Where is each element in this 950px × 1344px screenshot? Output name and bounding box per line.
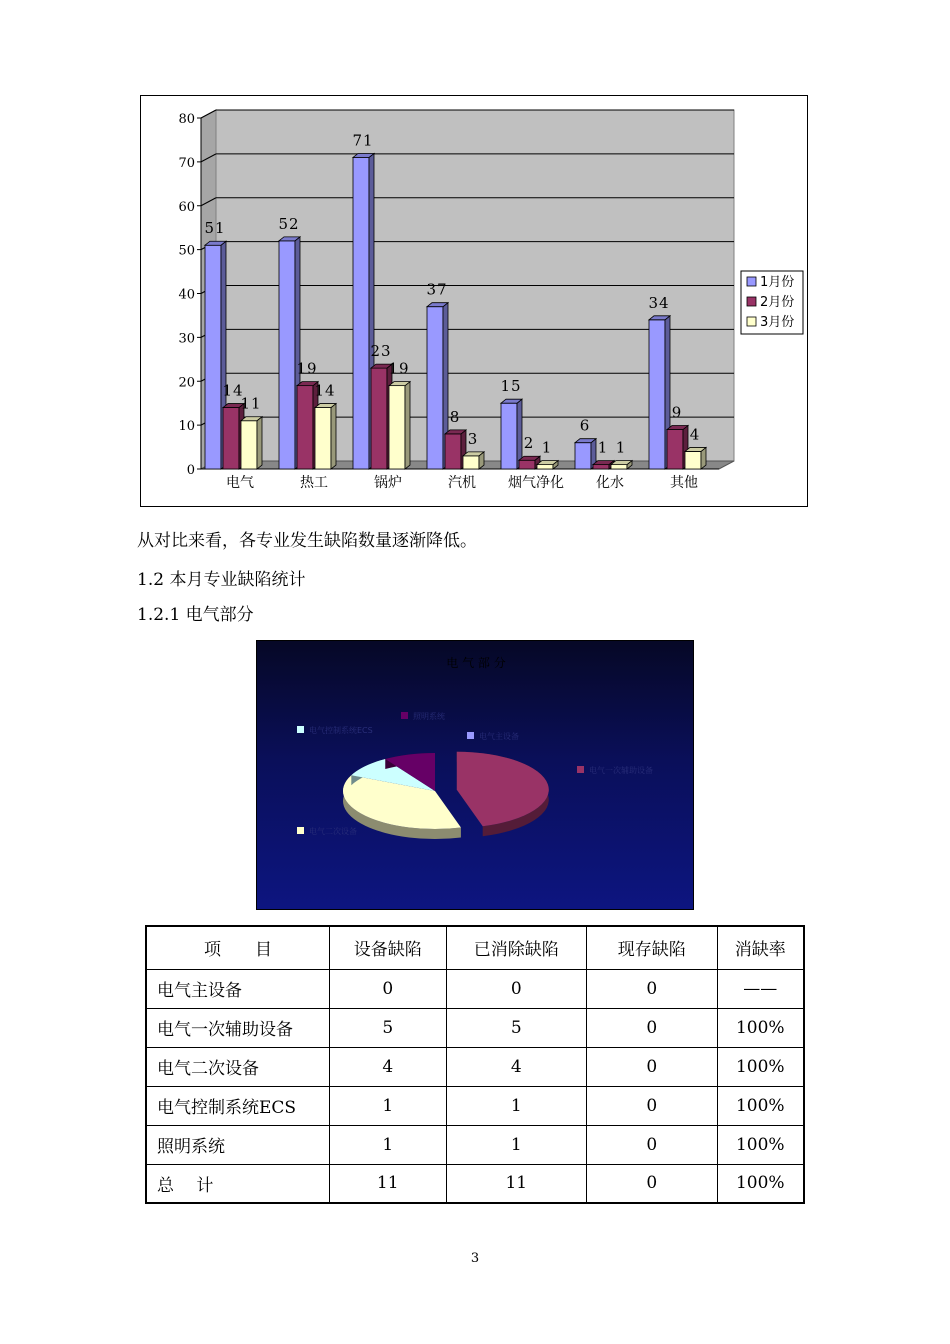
bar <box>241 417 262 469</box>
bar-front <box>501 403 517 469</box>
cell: 0 <box>587 1125 718 1164</box>
bar <box>537 461 558 469</box>
bar <box>389 382 410 469</box>
pie-legend-swatch <box>467 732 474 739</box>
cell: 4 <box>446 1047 587 1086</box>
bar-front <box>445 434 461 469</box>
table-row <box>146 1086 804 1125</box>
bar-front <box>575 443 591 469</box>
bar-front <box>649 320 665 469</box>
cell: 0 <box>329 969 446 1008</box>
data-label: 8 <box>449 407 461 426</box>
data-label: 3 <box>467 429 479 448</box>
data-label: 23 <box>370 342 392 361</box>
table-row <box>146 1008 804 1047</box>
cell: 5 <box>329 1008 446 1047</box>
pie-slice-label: 电气一次辅助设备 <box>589 766 653 775</box>
header-cell: 设备缺陷 <box>329 926 446 969</box>
section-heading-1-2-1: 1.2.1 电气部分 <box>137 605 254 625</box>
section-heading-1-2: 1.2 本月专业缺陷统计 <box>137 570 306 590</box>
legend-swatch <box>747 277 756 286</box>
cell: 1 <box>329 1086 446 1125</box>
pie-slice-label: 电气主设备 <box>479 732 519 741</box>
data-label: 1 <box>541 438 553 457</box>
header-cell: 已消除缺陷 <box>446 926 587 969</box>
x-tick-label: 热工 <box>300 475 328 491</box>
cell: 4 <box>329 1047 446 1086</box>
cell: 11 <box>446 1164 587 1203</box>
bar-front <box>241 421 257 469</box>
pie-slice-label: 照明系统 <box>413 712 445 721</box>
table-total-row <box>146 1164 804 1203</box>
page-number: 3 <box>470 1251 480 1266</box>
x-tick-label: 其他 <box>670 475 698 491</box>
header-cell: 现存缺陷 <box>587 926 718 969</box>
bar-front <box>205 245 221 469</box>
data-label: 11 <box>240 394 262 413</box>
x-tick-label: 锅炉 <box>374 475 402 491</box>
bar-front <box>519 460 535 469</box>
data-label: 51 <box>204 219 226 238</box>
data-label: 6 <box>579 416 591 435</box>
data-label: 1 <box>597 438 609 457</box>
data-label: 15 <box>500 377 522 396</box>
y-tick-label: 80 <box>178 112 195 127</box>
bar-chart <box>140 95 808 507</box>
bar-side <box>257 417 262 469</box>
x-tick-label: 汽机 <box>448 475 476 491</box>
legend-swatch <box>747 317 756 326</box>
cell: 100% <box>717 1125 804 1164</box>
cell: 100% <box>717 1008 804 1047</box>
row-label: 电气控制系统ECS <box>146 1086 329 1125</box>
bar <box>611 461 632 469</box>
data-label: 19 <box>388 359 410 378</box>
data-label: 19 <box>296 359 318 378</box>
y-tick-label: 20 <box>178 375 195 391</box>
data-label: 14 <box>314 381 336 400</box>
y-tick-label: 0 <box>186 463 195 478</box>
bar-front <box>463 456 479 469</box>
data-label: 71 <box>352 131 374 150</box>
cell: —— <box>717 969 804 1008</box>
defect-stats-table <box>145 925 805 1204</box>
pie-legend-swatch <box>401 712 408 719</box>
pie-slice <box>457 752 549 836</box>
bar-front <box>279 241 295 469</box>
bar <box>685 447 706 469</box>
y-tick-label: 30 <box>178 331 195 347</box>
pie-legend-swatch <box>297 827 304 834</box>
row-label: 照明系统 <box>146 1125 329 1164</box>
x-tick-label: 电气 <box>226 475 254 491</box>
bar-front <box>371 368 387 469</box>
y-tick-label: 10 <box>178 419 195 435</box>
data-label: 4 <box>689 425 701 444</box>
cell: 100% <box>717 1047 804 1086</box>
pie-slice-label: 电气二次设备 <box>309 827 357 836</box>
data-label: 34 <box>648 293 670 312</box>
bar-side <box>331 404 336 469</box>
pie-chart <box>256 640 694 910</box>
data-label: 2 <box>523 434 535 453</box>
cell: 11 <box>329 1164 446 1203</box>
bar-front <box>353 157 369 469</box>
bar-front <box>685 451 701 469</box>
pie-legend-swatch <box>577 766 584 773</box>
cell: 100% <box>717 1164 804 1203</box>
cell: 100% <box>717 1086 804 1125</box>
pie-legend-swatch <box>297 726 304 733</box>
x-tick-label: 化水 <box>596 475 624 491</box>
cell: 0 <box>587 1047 718 1086</box>
bar-front <box>315 408 331 469</box>
header-cell: 项 目 <box>146 926 329 969</box>
bar-side <box>405 382 410 469</box>
pie-chart-svg <box>257 641 695 911</box>
legend-swatch <box>747 297 756 306</box>
bar-front <box>593 465 609 469</box>
table-row <box>146 969 804 1008</box>
pie-title: 电 气 部 分 <box>446 656 506 670</box>
header-cell: 消缺率 <box>717 926 804 969</box>
bar-front <box>223 408 239 469</box>
cell: 0 <box>446 969 587 1008</box>
row-label: 总 计 <box>146 1164 329 1203</box>
bar-front <box>667 430 683 469</box>
y-tick-label: 60 <box>178 199 195 215</box>
x-tick-label: 烟气净化 <box>508 475 564 491</box>
table-row <box>146 1047 804 1086</box>
legend-label: 1月份 <box>760 275 795 290</box>
row-label: 电气二次设备 <box>146 1047 329 1086</box>
table-header-row <box>146 926 804 969</box>
bar-front <box>611 465 627 469</box>
bar <box>501 399 522 469</box>
data-label: 9 <box>671 403 683 422</box>
cell: 1 <box>329 1125 446 1164</box>
cell: 0 <box>587 1164 718 1203</box>
data-label: 52 <box>278 214 300 233</box>
data-label: 14 <box>222 381 244 400</box>
cell: 5 <box>446 1008 587 1047</box>
row-label: 电气主设备 <box>146 969 329 1008</box>
row-label: 电气一次辅助设备 <box>146 1008 329 1047</box>
bar-front <box>427 307 443 469</box>
cell: 0 <box>587 1008 718 1047</box>
legend-label: 2月份 <box>760 295 795 310</box>
cell: 1 <box>446 1125 587 1164</box>
cell: 0 <box>587 1086 718 1125</box>
conclusion-text: 从对比来看，各专业发生缺陷数量逐渐降低。 <box>137 531 477 551</box>
cell: 0 <box>587 969 718 1008</box>
y-tick-label: 50 <box>178 243 195 259</box>
bar <box>315 404 336 469</box>
pie-slice <box>343 775 461 839</box>
table-row <box>146 1125 804 1164</box>
bar-front <box>297 386 313 469</box>
bar-chart-svg <box>141 96 809 508</box>
bar-front <box>389 386 405 469</box>
y-tick-label: 40 <box>178 287 195 303</box>
legend-label: 3月份 <box>760 315 795 330</box>
cell: 1 <box>446 1086 587 1125</box>
pie-slice-label: 电气控制系统ECS <box>309 726 373 735</box>
y-tick-label: 70 <box>178 155 195 171</box>
data-label: 1 <box>615 438 627 457</box>
data-label: 37 <box>426 280 448 299</box>
bar <box>463 452 484 469</box>
bar-front <box>537 465 553 469</box>
